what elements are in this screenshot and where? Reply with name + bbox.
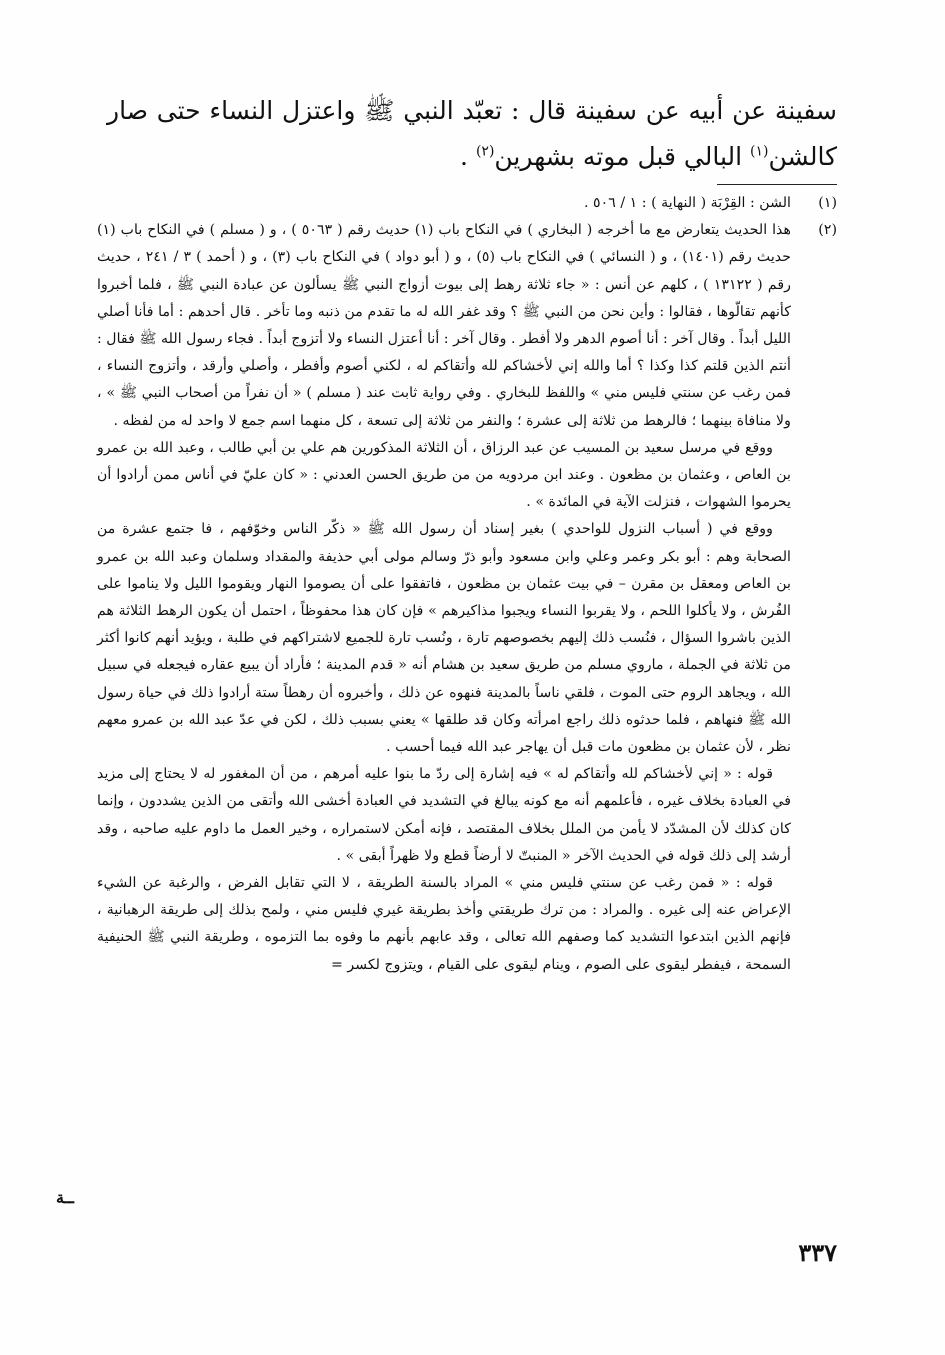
footnote-body — [97, 190, 791, 217]
footnote-paragraph: ووقع في ( أسباب النزول للواحدي ) بغير إسناد أن رسول الله ﷺ « ذكّر الناس وخوّفهم ، فا جتمع عشرة من الصحابة وهم : أبو بكر وعمر وعلي وابن مسعود وأبو ذرّ وسالم مولى أبي حذيفة والمقداد وسلمان وعبد الله بن عمرو بن العاص ومعقل بن مقرن – في بيت عثمان بن مظعون ، فاتفقوا على أن يصوموا النهار ويقوموا الليل ولا يناموا على الفُرش ، ولا يأكلوا اللحم ، ولا يقربوا النساء ويجبوا مذاكيرهم » فإن كان هذا محفوظاً ، احتمل أن يكون الرهط الثلاثة هم الذين باشروا السؤال ، فنُسب ذلك إليهم بخصوصهم تارة ، ونُسب تارة للجميع لاشتراكهم في طلبة ، ويؤيد أنهم كانوا أكثر من ثلاثة في الجملة ، ماروي مسلم من طريق سعيد بن هشام أنه « قدم المدينة ؛ فأراد أن يبيع عقاره فيجعله في سبيل الله ، ويجاهد الروم حتى الموت ، فلقي ناساً بالمدينة فنهوه عن ذلك ، وأخبروه أن رهطاً ستة أرادوا ذلك في حياة رسول الله ﷺ فنهاهم ، فلما حدثوه ذلك راجع امرأته وكان قد طلقها » يعني بسبب ذلك ، لكن في عدّ عبد الله بن عمرو معهم نظر ، لأن عثمان بن مظعون مات قبل أن يهاجر عبد الله فيما أحسب . — [97, 521, 791, 756]
footnote-number: (١) — [818, 195, 837, 211]
footnote-paragraph: قوله : « فمن رغب عن سنتي فليس مني » المراد بالسنة الطريقة ، لا التي تقابل الفرض ، والرغبة عن الشيء الإعراض عنه إلى غيره . والمراد : من ترك طريقتي وأخذ بطريقة غيري فليس مني ، ولمح بذلك إلى طريقة الرهبانية ، فإنهم الذين ابتدعوا التشديد كما وصفهم الله تعالى ، وقد عابهم بأنهم ما وفوه بما التزموه ، وطريقة النبي ﷺ الحنيفية السمحة ، فيفطر ليقوى على الصوم ، وينام ليقوى على القيام ، ويتزوج لكسر = — [97, 875, 791, 973]
footnotes — [97, 190, 837, 979]
main-line-1: سفينة عن أبيه عن سفينة قال : تعبّد النبي ﷺ واعتزل النساء حتى صار كالشن — [107, 96, 837, 171]
footnote-paragraph: الشن : القِرْبَة ( النهاية ) : ١ / ٥٠٦ . — [583, 195, 791, 211]
main-text — [107, 88, 837, 180]
footnote-ref-1[interactable]: (١) — [750, 143, 769, 160]
footnote-1 — [97, 190, 837, 217]
main-line-2: البالي قبل موته بشهرين — [494, 142, 743, 171]
footnote-paragraph: ووقع في مرسل سعيد بن المسيب عن عبد الرزاق ، أن الثلاثة المذكورين هم علي بن أبي طالب ، وعبد الله بن عمرو بن العاص ، وعثمان بن مظعون . وعند ابن مردويه من من طريق الحسن العدني : « كان عليّ في أناس ممن أرادوا أن يحرموا الشهوات ، فنزلت الآية في المائدة » . — [97, 439, 791, 511]
footnote-paragraph: قوله : « إني لأخشاكم لله وأتقاكم له » فيه إشارة إلى ردّ ما بنوا عليه أمرهم ، من أن المغفور له لا يحتاج إلى مزيد في العبادة بخلاف غيره ، فأعلمهم أنه مع كونه يبالغ في التشديد في العبادة أخشى الله وأتقى من الذين يشددون ، وإنما كان كذلك لأن المشدّد لا يأمن من الملل بخلاف المقتصد ، فإنه أمكن لاستمراره ، وخير العمل ما داوم عليه صاحبه ، وقد أرشد إلى ذلك قوله في الحديث الآخر « المنبتّ لا أرضاً قطع ولا ظهراً أبقى » . — [97, 766, 791, 864]
footnote-body — [97, 217, 791, 979]
footnote-paragraph: هذا الحديث يتعارض مع ما أخرجه ( البخاري ) في النكاح باب (١) حديث رقم ( ٥٠٦٣ ) ، و ( مسلم ) في النكاح باب (١) حديث رقم (١٤٠١) ، و ( النسائي ) في النكاح باب (٥) ، و ( أبو دواد ) في النكاح باب (٣) ، و ( أحمد ) ٣ / ٢٤١ ، حديث رقم ( ١٣١٢٢ ) ، كلهم عن أنس : « جاء ثلاثة رهط إلى بيوت أزواج النبي ﷺ يسألون عن عبادة النبي ﷺ ، فلما أخبروا كأنهم تقالّوها ، فقالوا : وأين نحن من النبي ﷺ ؟ وقد غفر الله له ما تقدم من ذنبه وما تأخر . قال أحدهم : أما فأنا أصلي الليل أبداً . وقال آخر : أنا أصوم الدهر ولا أفطر . وقال آخر : أنا أعتزل النساء ولا أتزوج أبداً . فجاء رسول الله ﷺ فقال : أنتم الذين قلتم كذا وكذا ؟ أما والله إني لأخشاكم لله وأتقاكم له ، لكني أصوم وأفطر ، وأصلي وأرقد ، وأتزوج النساء ، فمن رغب عن سنتي فليس مني » واللفظ للبخاري . وفي رواية ثابت عند ( مسلم ) « أن نفراً من أصحاب النبي ﷺ » ، ولا منافاة بينهما ؛ فالرهط من ثلاثة إلى عشرة ؛ والنفر من ثلاثة إلى تسعة ، كل منهما اسم جمع لا واحد له من لفظه . — [97, 222, 791, 429]
main-line-2-end: . — [460, 142, 476, 171]
margin-mark: ــة — [56, 1188, 74, 1207]
footnote-ref-2[interactable]: (٢) — [475, 143, 495, 160]
page-number: ٣٣٧ — [798, 1238, 837, 1267]
footnote-number: (٢) — [818, 222, 837, 239]
footnote-2 — [97, 217, 837, 979]
footnote-separator — [717, 184, 837, 185]
